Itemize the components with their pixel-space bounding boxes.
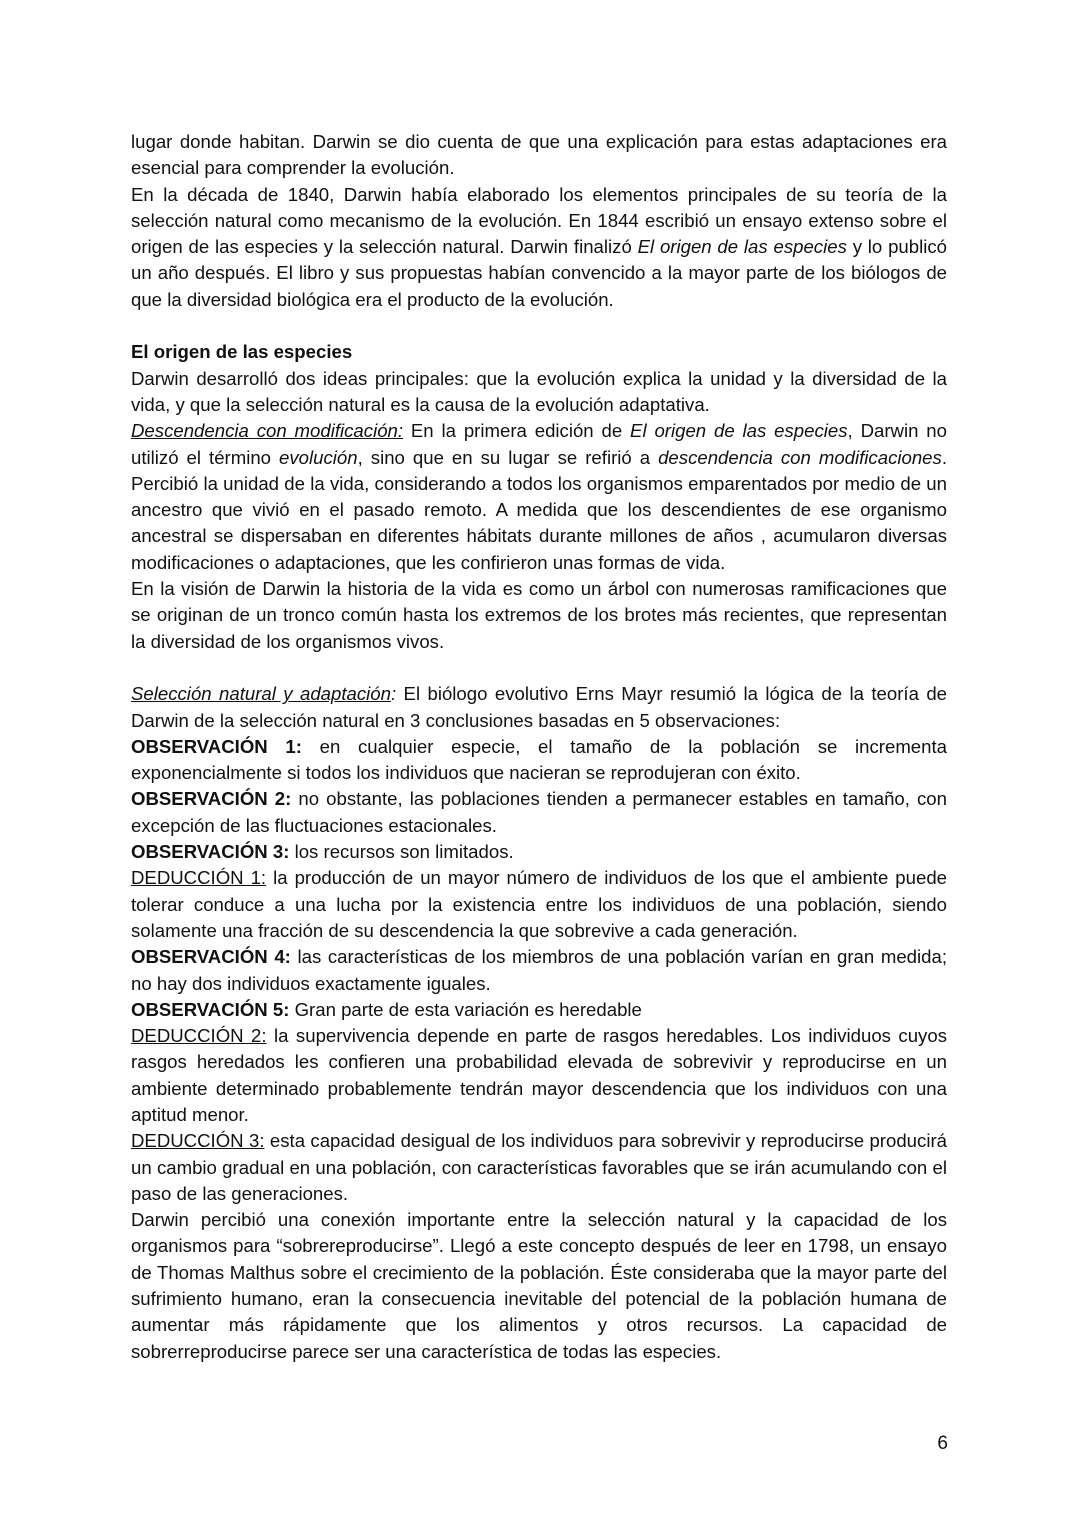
paragraph-arbol (131, 576, 947, 655)
observacion-5 (131, 997, 947, 1023)
intro-paragraph-end (131, 129, 947, 182)
paragraph-1840s (131, 182, 947, 313)
text-segment: OBSERVACIÓN 4: (131, 946, 291, 968)
text-segment: no obstante, las poblaciones tienden a permanecer estables en tamaño, con excepción de las fluctuaciones estacionales. (131, 788, 947, 836)
paragraph-malthus (131, 1207, 947, 1365)
observacion-3 (131, 839, 947, 865)
text-segment: Darwin percibió una conexión importante entre la selección natural y la capacidad de los organismos para “sobrereproducirse”. Llegó a este concepto después de leer en 1798, un ensayo de Thomas Malthus sobre el crecimiento de la población. Éste consideraba que la mayor parte del sufrimiento humano, eran la consecuencia inevitable del potencial de la población humana de aumentar más rápidamente que los alimentos y otros recursos. La capacidad de sobrerreproducirse parece ser una característica de todas las especies. (131, 1209, 947, 1362)
text-segment: los recursos son limitados. (289, 841, 514, 863)
text-segment: OBSERVACIÓN 2: (131, 788, 292, 810)
text-segment: El biólogo evolutivo Erns Mayr resumió la lógica de la teoría de Darwin de la selección natural en 3 conclusiones basadas en 5 observaciones: (131, 683, 947, 731)
page-number: 6 (937, 1433, 948, 1454)
text-segment: OBSERVACIÓN 1: (131, 735, 302, 757)
text-segment: las características de los miembros de una población varían en gran medida; no hay dos individuos exactamente iguales. (131, 946, 947, 994)
text-segment: El origen de las especies (131, 341, 353, 363)
text-segment: , Darwin no utilizó el término (131, 420, 947, 468)
text-segment: la producción de un mayor número de individuos de los que el ambiente puede tolerar conduce a una lucha por la existencia entre los individuos de una población, siendo solamente una fracción de su descendencia la que sobrevive a cada generación. (131, 867, 947, 941)
paragraph-two-ideas (131, 366, 947, 419)
text-segment: DEDUCCIÓN 2: (131, 1025, 267, 1047)
text-segment: : (390, 683, 397, 705)
text-segment: DEDUCCIÓN 1: (131, 867, 267, 889)
text-segment: OBSERVACIÓN 5: (131, 998, 290, 1020)
document-body (131, 129, 947, 1365)
section-heading (131, 339, 947, 365)
text-segment: . Percibió la unidad de la vida, considerando a todos los organismos emparentados por medio de un ancestro que vivió en el pasado remoto. A medida que los descendientes de ese organismo ancestral se dispersaban en diferentes hábitats durante millones de años , acumularon diversas modificaciones o adaptaciones, que les confirieron unas formas de vida. (131, 446, 947, 573)
deduccion-1 (131, 865, 947, 944)
deduccion-2 (131, 1023, 947, 1128)
text-segment: , sino que en su lugar se refirió a (357, 446, 659, 468)
text-segment: Selección natural y adaptación (131, 683, 391, 705)
text-segment: Descendencia con modificación: (131, 420, 404, 442)
text-segment: El origen de las especies (630, 420, 848, 442)
paragraph-descendencia (131, 418, 947, 576)
text-segment: OBSERVACIÓN 3: (131, 841, 290, 863)
text-segment: En la primera edición de (403, 420, 631, 442)
text-segment: evolución (279, 446, 358, 468)
observacion-4 (131, 944, 947, 997)
text-segment: la supervivencia depende en parte de rasgos heredables. Los individuos cuyos rasgos heredados les confieren una probabilidad elevada de sobrevivir y reproducirse en un ambiente determinado probablemente tendrán mayor descendencia que los individuos con una aptitud menor. (131, 1025, 947, 1125)
observacion-2 (131, 786, 947, 839)
text-segment: En la visión de Darwin la historia de la vida es como un árbol con numerosas ramificaciones que se originan de un tronco común hasta los extremos de los brotes más recientes, que representan la diversidad de los organismos vivos. (131, 578, 947, 652)
text-segment: Gran parte de esta variación es heredable (289, 998, 642, 1020)
text-segment: Darwin desarrolló dos ideas principales: que la evolución explica la unidad y la diversidad de la vida, y que la selección natural es la causa de la evolución adaptativa. (131, 367, 947, 415)
text-segment: En la década de 1840, Darwin había elaborado los elementos principales de su teoría de la selección natural como mecanismo de la evolución. En 1844 escribió un ensayo extenso sobre el origen de las especies y la selección natural. Darwin finalizó (131, 183, 947, 258)
text-segment: esta capacidad desigual de los individuos para sobrevivir y reproducirse producirá un cambio gradual en una población, con características favorables que se irán acumulando con el paso de las generaciones. (131, 1130, 947, 1204)
text-segment: DEDUCCIÓN 3: (131, 1130, 265, 1152)
observacion-1 (131, 734, 947, 787)
text-segment: descendencia con modificaciones (658, 446, 942, 468)
text-segment: El origen de las especies (637, 236, 847, 258)
text-segment: y lo publicó un año después. El libro y sus propuestas habían convencido a la mayor parte de los biólogos de que la diversidad biológica era el producto de la evolución. (131, 236, 947, 310)
paragraph-seleccion (131, 681, 947, 734)
text-segment: en cualquier especie, el tamaño de la población se incrementa exponencialmente si todos los individuos que nacieran se reprodujeran con éxito. (131, 735, 947, 784)
text-segment: lugar donde habitan. Darwin se dio cuenta de que una explicación para estas adaptaciones era esencial para comprender la evolución. (131, 131, 947, 179)
deduccion-3 (131, 1128, 947, 1207)
